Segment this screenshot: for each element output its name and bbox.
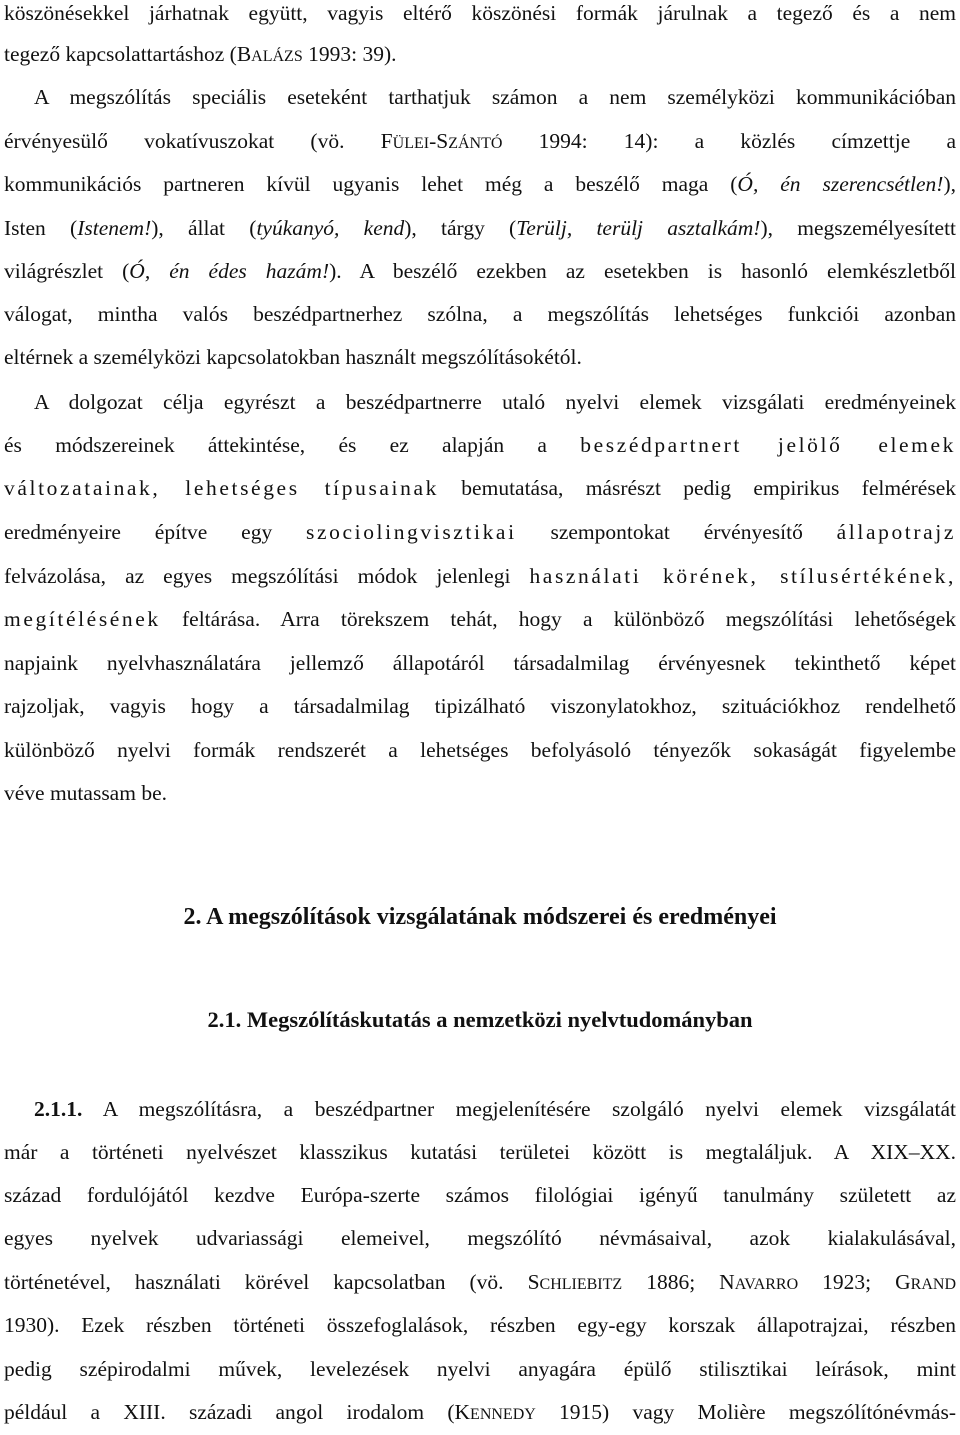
text-line: tegező kapcsolattartáshoz (BALÁZS 1993: 39). [4,42,397,66]
text-line: érvényesülő vokatívuszokat (vö. FÜLEI-SZÁNTÓ 1994: 14): a közlés címzettje a [4,129,957,153]
text-line: változatainak, lehetséges típusainak bemutatása, másrészt pedig empirikus felmérések [4,476,956,500]
text-line: A dolgozat célja egyrészt a beszédpartnerre utaló nyelvi elemek vizsgálati eredményeinek [34,390,956,414]
text-line: napjaink nyelvhasználatára jellemző állapotáról társadalmilag érvényesnek tekinthető képet [4,651,956,675]
text-line: világrészlet (Ó, én édes hazám!). A beszélő ezekben az esetekben is hasonló elemkészletből [4,259,956,283]
text-line: és módszereinek áttekintése, és ez alapján a beszédpartnert jelölő elemek [4,433,956,457]
text-line: Isten (Istenem!), állat (tyúkanyó, kend), tárgy (Terülj, terülj asztalkám!), megszemélyesített [4,216,957,240]
text-line: század fordulójától kezdve Európa-szerte számos filológiai igényű tanulmány született az [4,1183,956,1207]
text-line: köszönésekkel járhatnak együtt, vagyis eltérő köszönési formák járulnak a tegező és a nem [4,1,956,25]
text-line: kommunikációs partneren kívül ugyanis lehet még a beszélő maga (Ó, én szerencsétlen!), [4,172,956,196]
text-line: eltérnek a személyközi kapcsolatokban használt megszólításokétól. [4,345,582,369]
text-line: felvázolása, az egyes megszólítási módok jelenlegi használati körének, stílusértékének, [4,564,957,588]
text-line: egyes nyelvek udvariassági elemeivel, megszólító névmásaival, azok kialakulásával, [4,1226,956,1250]
subsection-heading: 2.1. Megszólításkutatás a nemzetközi nyelvtudományban [207,1007,753,1032]
text-line: véve mutassam be. [4,781,167,805]
text-line: megítélésének feltárása. Arra törekszem tehát, hogy a különböző megszólítási lehetőségek [4,607,956,631]
section-heading: 2. A megszólítások vizsgálatának módszerei és eredményei [183,904,777,930]
text-line: válogat, mintha valós beszédpartnerhez szólna, a megszólítás lehetséges funkciói azonban [4,302,956,326]
text-line: például a XIII. századi angol irodalom (KENNEDY 1915) vagy Molière megszólítónévmás- [4,1400,956,1424]
text-line: eredményeire építve egy szociolingvisztikai szempontokat érvényesítő állapotrajz [4,520,956,544]
text-line: rajzoljak, vagyis hogy a társadalmilag tipizálható viszonylatokhoz, szituációkhoz rendelhető [4,694,956,718]
text-line: 1930). Ezek részben történeti összefoglalások, részben egy-egy korszak állapotrajzai, részben [4,1313,956,1337]
text-line: A megszólítás speciális eseteként tarthatjuk számon a nem személyközi kommunikációban [34,85,956,109]
text-line: 2.1.1. A megszólításra, a beszédpartner megjelenítésére szolgáló nyelvi elemek vizsgálatát [34,1097,956,1121]
text-line: történetével, használati körével kapcsolatban (vö. SCHLIEBITZ 1886; NAVARRO 1923; GRAND [4,1270,956,1294]
text-line: már a történeti nyelvészet klasszikus kutatási területei között is megtaláljuk. A XIX–XX. [4,1140,956,1164]
text-line: különböző nyelvi formák rendszerét a lehetséges befolyásoló tényezők sokaságát figyelembe [4,738,956,762]
text-line: pedig szépirodalmi művek, levelezések nyelvi anyagára épülő stilisztikai leírások, mint [4,1357,956,1381]
